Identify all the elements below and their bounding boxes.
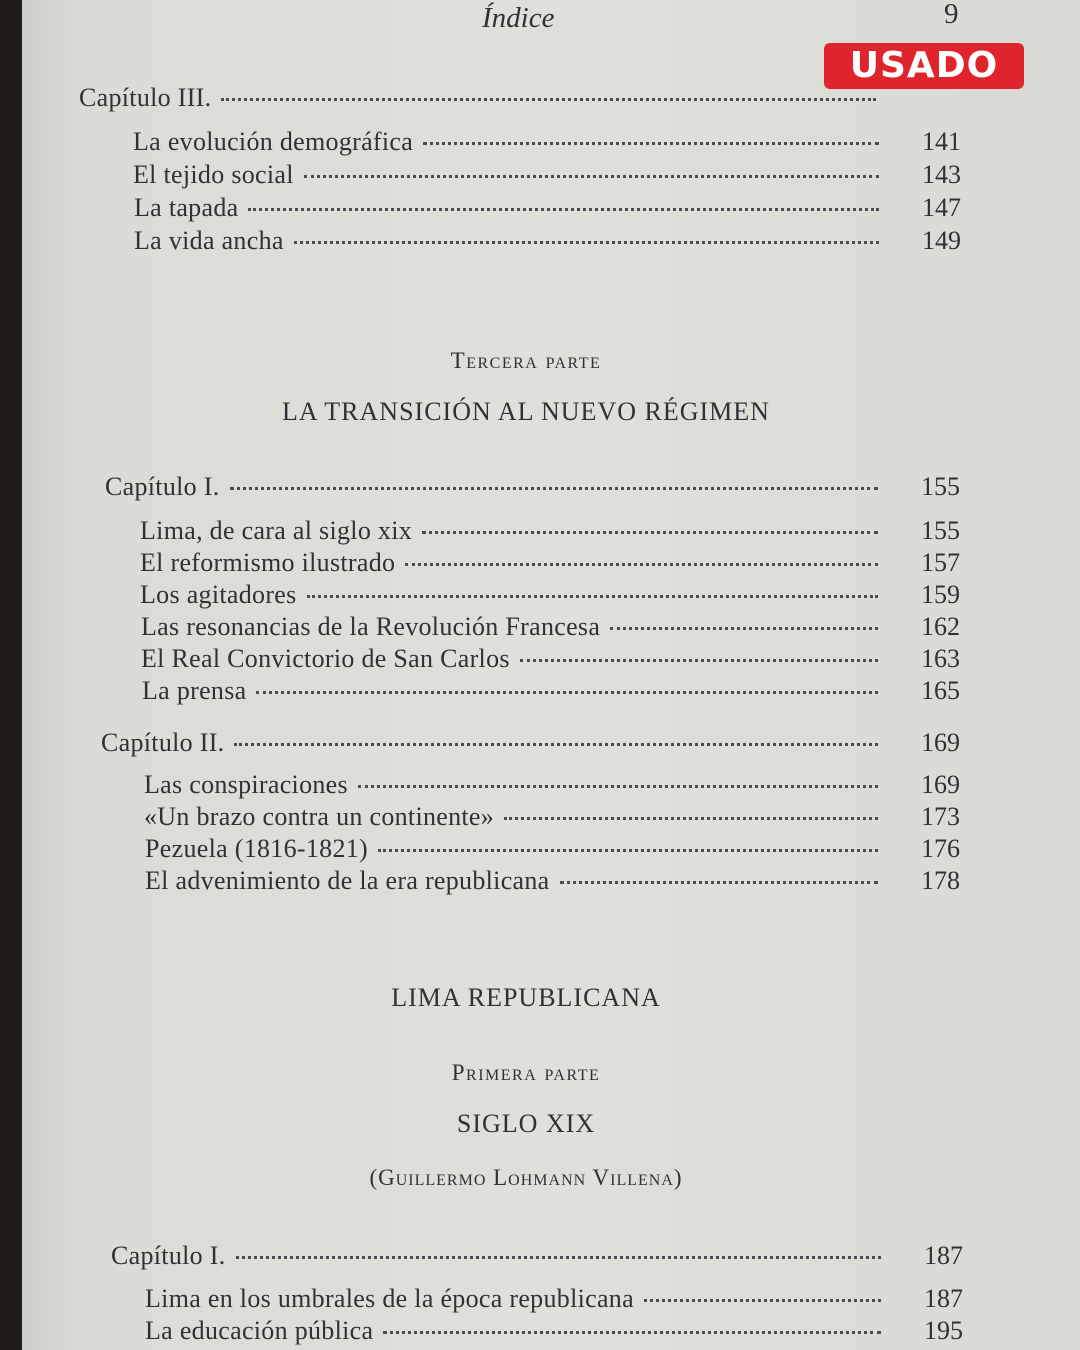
page-number: 9 xyxy=(944,0,959,30)
toc-page-number: 155 xyxy=(921,516,960,545)
toc-entry-row xyxy=(141,643,960,675)
dot-leader xyxy=(236,1256,881,1259)
toc-entry-label: El Real Convictorio de San Carlos xyxy=(141,644,510,673)
toc-entry-label: Los agitadores xyxy=(140,580,297,609)
toc-page-number: 165 xyxy=(921,676,960,705)
book-section-title: LIMA REPUBLICANA xyxy=(391,983,661,1012)
toc-page-number: 155 xyxy=(921,472,960,501)
dot-leader xyxy=(234,743,878,746)
toc-chapter-label: Capítulo I. xyxy=(105,472,220,501)
toc-entry-label: Lima, de cara al siglo xix xyxy=(140,516,413,545)
toc-entry-row xyxy=(145,865,960,897)
toc-entry-row xyxy=(145,1283,963,1315)
toc-entry-row xyxy=(142,675,960,707)
dot-leader xyxy=(610,627,878,630)
toc-entry-label: Pezuela (1816-1821) xyxy=(145,834,369,863)
toc-entry-row xyxy=(144,801,960,833)
toc-entry-label: La educación pública xyxy=(145,1316,374,1345)
part-label: Tercera parte xyxy=(450,348,602,373)
toc-entry-label: La evolución demográfica xyxy=(133,127,414,156)
dot-leader xyxy=(256,691,878,694)
toc-entry-label: El tejido social xyxy=(133,160,294,189)
toc-entry-row xyxy=(133,159,961,191)
toc-chapter-row xyxy=(101,727,960,759)
section-title: LA TRANSICIÓN AL NUEVO RÉGIMEN xyxy=(282,397,770,426)
toc-entry-row xyxy=(145,1315,963,1347)
toc-entry-label: El reformismo ilustrado xyxy=(140,548,396,577)
toc-entry-label: Las conspiraciones xyxy=(144,770,348,799)
dot-leader xyxy=(504,817,878,820)
toc-entry-label: La tapada xyxy=(134,193,239,222)
toc-page-number: 187 xyxy=(924,1284,963,1313)
toc-page-number: 176 xyxy=(921,834,960,863)
toc-page-number: 195 xyxy=(924,1316,963,1345)
running-header xyxy=(22,2,1080,38)
toc-page-number: 149 xyxy=(922,226,961,255)
toc-entry-label: Lima en los umbrales de la época republicana xyxy=(145,1284,634,1313)
dot-leader xyxy=(520,659,878,662)
toc-entry-row xyxy=(140,547,960,579)
dot-leader xyxy=(383,1331,881,1334)
toc-chapter-row xyxy=(79,82,958,114)
toc-page-number: 169 xyxy=(921,770,960,799)
dot-leader xyxy=(560,881,878,884)
toc-chapter-label: Capítulo II. xyxy=(101,728,225,757)
toc-page-number: 173 xyxy=(921,802,960,831)
toc-page-number: 162 xyxy=(921,612,960,641)
dot-leader xyxy=(644,1299,881,1302)
toc-entry-row xyxy=(134,192,961,224)
dot-leader xyxy=(378,849,878,852)
toc-entry-label: La vida ancha xyxy=(134,226,284,255)
toc-entry-row xyxy=(144,769,960,801)
toc-entry-row xyxy=(133,126,961,158)
running-title: Índice xyxy=(482,2,555,34)
dot-leader xyxy=(307,595,878,598)
section-title: SIGLO XIX xyxy=(456,1109,596,1138)
book-page xyxy=(22,0,1080,1350)
part-label: Primera parte xyxy=(451,1060,601,1085)
toc-page-number: 159 xyxy=(921,580,960,609)
toc-entry-label: Las resonancias de la Revolución Francesa xyxy=(141,612,601,641)
author-line: (Guillermo Lohmann Villena) xyxy=(369,1165,683,1190)
toc-entry-row xyxy=(140,515,960,547)
toc-chapter-label: Capítulo I. xyxy=(111,1241,226,1270)
toc-page-number: 141 xyxy=(922,127,961,156)
dot-leader xyxy=(230,487,878,490)
toc-page-number: 169 xyxy=(921,728,960,757)
dot-leader xyxy=(422,531,878,534)
dot-leader xyxy=(304,175,879,178)
toc-entry-label: «Un brazo contra un continente» xyxy=(144,802,495,831)
toc-page-number: 187 xyxy=(924,1241,963,1270)
toc-entry-label: El advenimiento de la era republicana xyxy=(145,866,550,895)
toc-entry-row xyxy=(140,579,960,611)
toc-page-number: 178 xyxy=(921,866,960,895)
dot-leader xyxy=(405,563,878,566)
toc-chapter-row xyxy=(105,471,960,503)
dot-leader xyxy=(248,208,879,211)
toc-chapter-label: Capítulo III. xyxy=(79,83,212,112)
dot-leader xyxy=(423,142,879,145)
used-badge: USADO xyxy=(824,43,1024,89)
toc-page-number: 147 xyxy=(922,193,961,222)
toc-page-number: 143 xyxy=(922,160,961,189)
toc-entry-label: La prensa xyxy=(142,676,247,705)
toc-entry-row xyxy=(145,833,960,865)
toc-page-number: 157 xyxy=(921,548,960,577)
dot-leader xyxy=(294,241,879,244)
dot-leader xyxy=(358,785,878,788)
dot-leader xyxy=(221,98,876,101)
toc-entry-row xyxy=(141,611,960,643)
toc-chapter-row xyxy=(111,1240,963,1272)
toc-entry-row xyxy=(134,225,961,257)
toc-page-number: 163 xyxy=(921,644,960,673)
